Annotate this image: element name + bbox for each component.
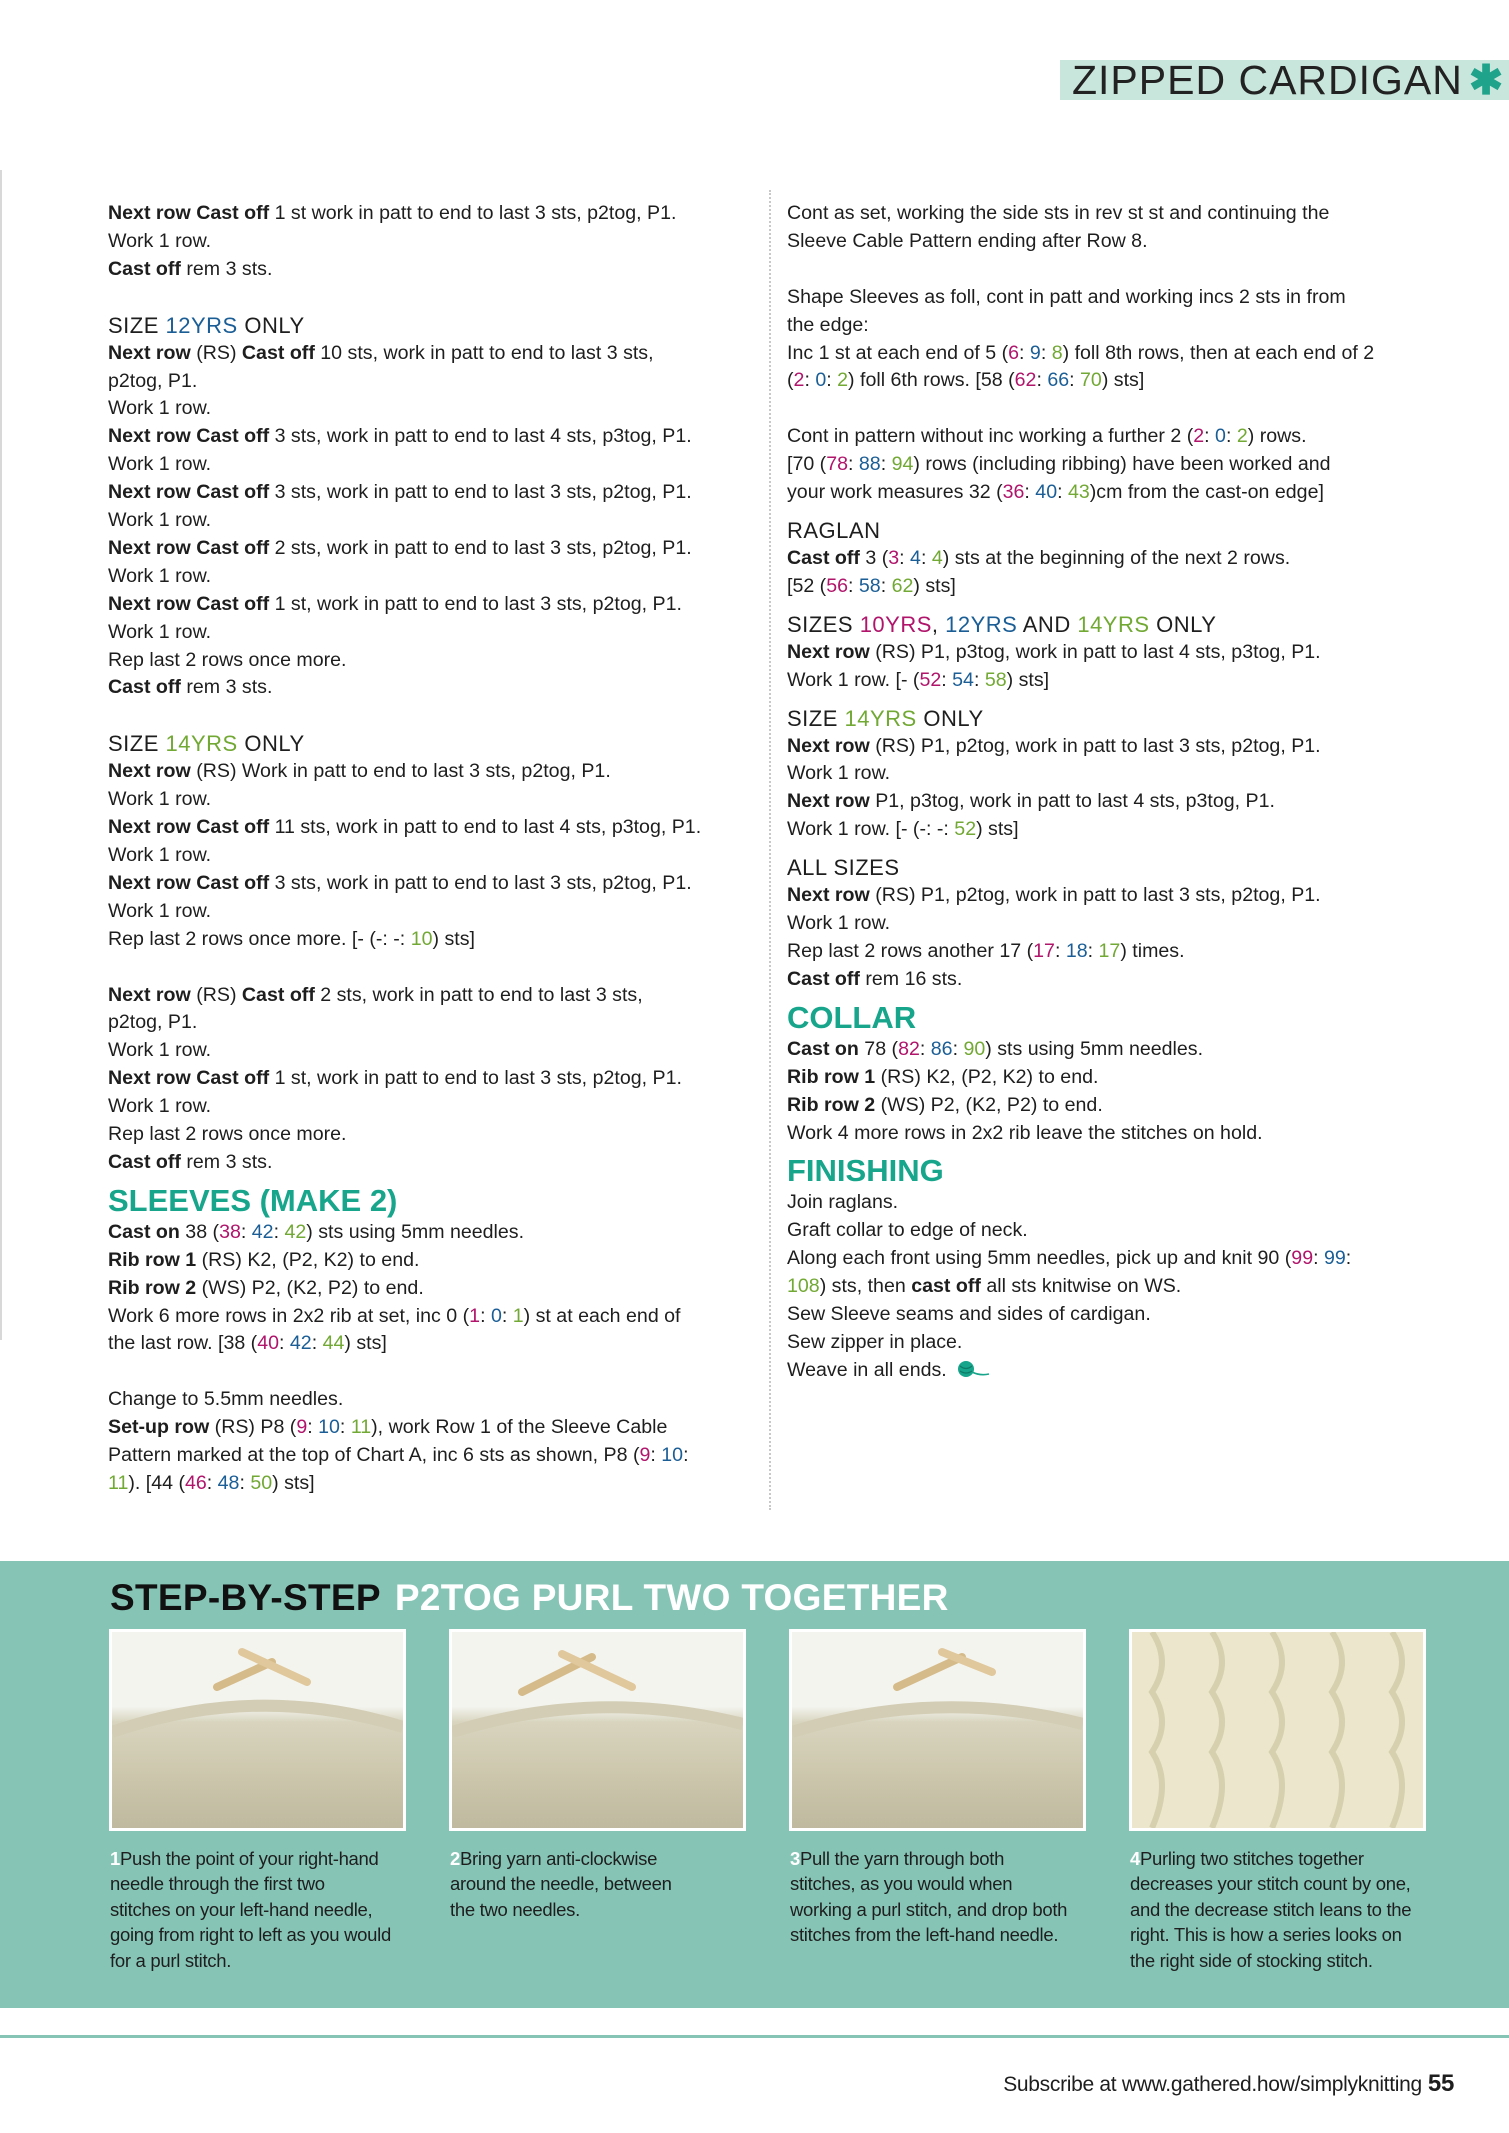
pattern-line: your work measures 32 (36: 40: 43)cm from the cast-on edge] (787, 481, 1324, 504)
pattern-line: Rep last 2 rows once more. (108, 1123, 347, 1146)
pattern-line: Next row Cast off 11 sts, work in patt to end to last 4 sts, p3tog, P1. (108, 816, 702, 839)
pattern-line: Shape Sleeves as foll, cont in patt and working incs 2 sts in from (787, 285, 1346, 308)
pattern-line: Next row Cast off 1 st, work in patt to end to last 3 sts, p2tog, P1. (108, 592, 682, 615)
step-3-caption: 3Pull the yarn through both stitches, as you would when working a purl stitch, and drop both stitches from the left-hand needle. (790, 1848, 1068, 1946)
pattern-line: Work 6 more rows in 2x2 rib at set, inc 0 (1: 0: 1) st at each end of (108, 1304, 681, 1327)
pattern-line: Work 1 row. (108, 509, 212, 532)
finishing-heading: FINISHING (787, 1153, 944, 1189)
pattern-line: Cast off rem 16 sts. (787, 967, 963, 990)
pattern-line: Next row Cast off 3 sts, work in patt to end to last 3 sts, p2tog, P1. (108, 871, 692, 894)
pattern-line: [70 (78: 88: 94) rows (including ribbing) have been worked and (787, 453, 1331, 476)
pattern-line: the edge: (787, 313, 869, 336)
step-4-photo (1129, 1629, 1426, 1831)
pattern-line: Sleeve Cable Pattern ending after Row 8. (787, 229, 1148, 252)
stocking-stitch-closeup-icon (1132, 1632, 1423, 1828)
size-12-heading: SIZE 12YRS ONLY (108, 312, 305, 338)
pattern-line: Work 1 row. (108, 620, 212, 643)
collar-heading: COLLAR (787, 999, 917, 1035)
pattern-line: Rep last 2 rows once more. (108, 648, 347, 671)
size-14-heading-right: SIZE 14YRS ONLY (787, 705, 984, 731)
pattern-line: Along each front using 5mm needles, pick up and knit 90 (99: 99: (787, 1247, 1352, 1270)
pattern-line: Work 1 row. (108, 229, 212, 252)
knitting-needles-icon (452, 1632, 743, 1828)
pattern-line: Next row (RS) Cast off 10 sts, work in patt to end to last 3 sts, (108, 341, 654, 364)
pattern-line: Next row Cast off 1 st work in patt to end to last 3 sts, p2tog, P1. (108, 202, 677, 224)
pattern-line: Work 1 row. (108, 453, 212, 476)
pattern-line: Work 1 row. [- (52: 54: 58) sts] (787, 668, 1050, 691)
page-number: 55 (1427, 2070, 1454, 2097)
pattern-line: Work 1 row. (787, 912, 891, 935)
subscribe-link[interactable]: Subscribe at www.gathered.how/simplyknitting (1003, 2073, 1422, 2096)
column-divider (769, 190, 771, 1510)
pattern-line: Rib row 2 (WS) P2, (K2, P2) to end. (787, 1093, 1103, 1116)
pattern-line: Next row (RS) Cast off 2 sts, work in patt to end to last 3 sts, (108, 983, 643, 1006)
pattern-line: Cast off rem 3 sts. (108, 1150, 273, 1173)
step-2-caption: 2Bring yarn anti-clockwise around the needle, between the two needles. (450, 1848, 672, 1920)
page-title (1072, 57, 1504, 103)
left-column (108, 200, 758, 1498)
pattern-line: Work 1 row. (108, 397, 212, 420)
knitting-needles-icon (112, 1632, 403, 1828)
step-3-photo (789, 1629, 1086, 1831)
pattern-line: Rib row 2 (WS) P2, (K2, P2) to end. (108, 1276, 424, 1299)
pattern-line: the last row. [38 (40: 42: 44) sts] (108, 1332, 387, 1355)
pattern-line: 108) sts, then cast off all sts knitwise on WS. (787, 1275, 1182, 1298)
pattern-line: Work 1 row. (108, 844, 212, 866)
size-14-heading: SIZE 14YRS ONLY (108, 731, 305, 757)
step-1-caption: 1Push the point of your right-hand needle through the first two stitches on your left-hand needle, going from right to left as you would for a purl stitch. (110, 1848, 391, 1971)
sleeves-heading: SLEEVES (MAKE 2) (108, 1182, 398, 1218)
pattern-line: Set-up row (RS) P8 (9: 10: 11), work Row 1 of the Sleeve Cable (108, 1416, 668, 1439)
pattern-line: Next row (RS) P1, p3tog, work in patt to last 4 sts, p3tog, P1. (787, 640, 1321, 663)
step-2-photo (449, 1629, 746, 1831)
pattern-line: Next row (RS) P1, p2tog, work in patt to last 3 sts, p2tog, P1. (787, 884, 1321, 907)
pattern-line: Next row (RS) P1, p2tog, work in patt to last 3 sts, p2tog, P1. (787, 734, 1321, 757)
pattern-line: Graft collar to edge of neck. (787, 1219, 1028, 1242)
raglan-heading: RAGLAN (787, 517, 881, 543)
margin-line (0, 170, 2, 1340)
pattern-line: Work 1 row. (108, 899, 212, 922)
pattern-line: Pattern marked at the top of Chart A, inc 6 sts as shown, P8 (9: 10: (108, 1444, 689, 1467)
sizes-10-12-14-heading: SIZES 10YRS, 12YRS AND 14YRS ONLY (787, 611, 1217, 637)
pattern-line: Cont as set, working the side sts in rev st st and continuing the (787, 202, 1330, 224)
pattern-line: Rep last 2 rows another 17 (17: 18: 17) times. (787, 940, 1185, 962)
pattern-line: p2tog, P1. (108, 1011, 198, 1034)
pattern-line: Next row P1, p3tog, work in patt to last 4 sts, p3tog, P1. (787, 790, 1275, 813)
pattern-line: Next row Cast off 2 sts, work in patt to end to last 3 sts, p2tog, P1. (108, 536, 692, 559)
pattern-line: Rib row 1 (RS) K2, (P2, K2) to end. (787, 1065, 1099, 1088)
footer (1003, 2070, 1454, 2098)
pattern-line: Rib row 1 (RS) K2, (P2, K2) to end. (108, 1248, 420, 1271)
step-4-caption: 4Purling two stitches together decreases your stitch count by one, and the decrease stitch leans to the right. This is how a series looks on the right side of stocking stitch. (1130, 1848, 1412, 1971)
step-by-step-title: STEP-BY-STEP P2TOG PURL TWO TOGETHER (110, 1577, 949, 1618)
pattern-line: Work 1 row. (108, 1095, 212, 1118)
footer-rule (0, 2035, 1509, 2038)
pattern-line: 11). [44 (46: 48: 50) sts] (108, 1472, 315, 1494)
pattern-line: Cont in pattern without inc working a further 2 (2: 0: 2) rows. (787, 425, 1307, 448)
pattern-line: Join raglans. (787, 1191, 899, 1214)
all-sizes-heading: ALL SIZES (787, 855, 900, 881)
pattern-line: Sew Sleeve seams and sides of cardigan. (787, 1303, 1151, 1326)
pattern-line: Cast off rem 3 sts. (108, 257, 273, 280)
pattern-line: Work 1 row. [- (-: -: 52) sts] (787, 818, 1019, 841)
pattern-line: Weave in all ends. (787, 1357, 1427, 1385)
pattern-line: Change to 5.5mm needles. (108, 1388, 344, 1411)
pattern-line: Next row (RS) Work in patt to end to last 3 sts, p2tog, P1. (108, 760, 611, 783)
pattern-line: p2tog, P1. (108, 369, 198, 392)
pattern-line: Work 1 row. (108, 564, 212, 587)
pattern-line: Cast on 78 (82: 86: 90) sts using 5mm needles. (787, 1037, 1204, 1060)
step-1-photo (109, 1629, 406, 1831)
pattern-line: Cast off rem 3 sts. (108, 676, 273, 699)
yarn-ball-icon (956, 1359, 990, 1379)
pattern-line: Next row Cast off 3 sts, work in patt to end to last 3 sts, p2tog, P1. (108, 481, 692, 504)
pattern-line: (2: 0: 2) foll 6th rows. [58 (62: 66: 70) sts] (787, 369, 1145, 392)
pattern-line: Work 1 row. (108, 788, 212, 811)
pattern-line: [52 (56: 58: 62) sts] (787, 574, 956, 597)
pattern-line: Work 1 row. (787, 762, 891, 785)
pattern-line: Next row Cast off 3 sts, work in patt to end to last 4 sts, p3tog, P1. (108, 425, 692, 448)
pattern-line: Rep last 2 rows once more. [- (-: -: 10) sts] (108, 927, 475, 950)
pattern-line: Sew zipper in place. (787, 1330, 963, 1353)
pattern-line: Cast off 3 (3: 4: 4) sts at the beginning of the next 2 rows. (787, 546, 1291, 569)
pattern-line: Inc 1 st at each end of 5 (6: 9: 8) foll 8th rows, then at each end of 2 (787, 341, 1375, 364)
asterisk-icon: ✱ (1468, 57, 1505, 103)
pattern-line: Work 4 more rows in 2x2 rib leave the stitches on hold. (787, 1121, 1263, 1144)
knitting-needles-icon (792, 1632, 1083, 1828)
pattern-line: Work 1 row. (108, 1039, 212, 1062)
pattern-line: Cast on 38 (38: 42: 42) sts using 5mm needles. (108, 1220, 525, 1243)
right-column (787, 200, 1427, 1385)
page-title-text: ZIPPED CARDIGAN (1072, 57, 1463, 103)
pattern-line: Next row Cast off 1 st, work in patt to end to last 3 sts, p2tog, P1. (108, 1067, 682, 1090)
